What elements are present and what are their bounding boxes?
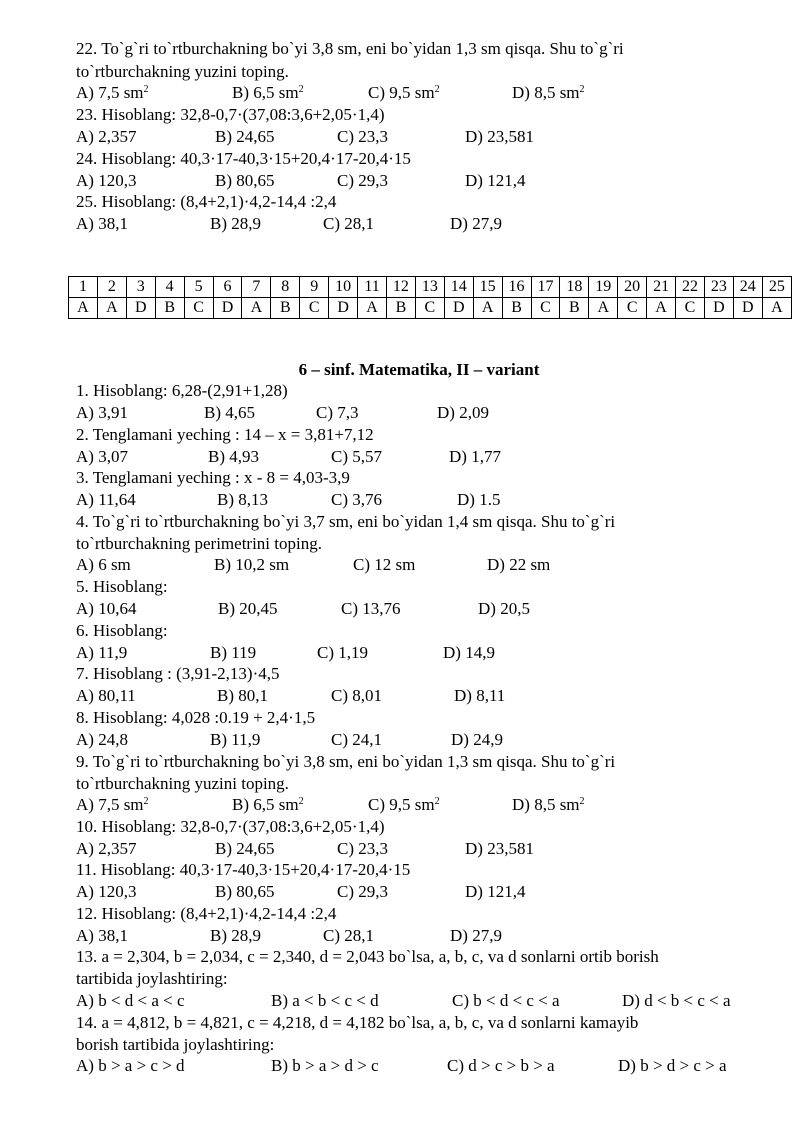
question-13-option-d: D) d < b < c < a (622, 991, 731, 1010)
question-10-option-d: D) 23,581 (465, 839, 534, 858)
answer-key-letter-cell: A (647, 298, 676, 319)
question-23-option-b: B) 24,65 (215, 127, 275, 146)
answer-key-number-cell: 25 (762, 277, 791, 298)
answer-key-number-cell: 16 (502, 277, 531, 298)
question-24-option-b: B) 80,65 (215, 171, 275, 190)
question-13-text: 13. a = 2,304, b = 2,034, c = 2,340, d = 2,043 bo`lsa, a, b, c, va d sonlarni ortib borish (76, 947, 659, 966)
answer-key-letter-cell: B (502, 298, 531, 319)
question-25-option-b: B) 28,9 (210, 214, 261, 233)
answer-key-number-cell: 17 (531, 277, 560, 298)
question-22-option-a: A) 7,5 $sm^2$ (76, 83, 149, 102)
answer-key-letter-cell: C (415, 298, 444, 319)
answer-key-number-cell: 22 (676, 277, 705, 298)
question-5-option-a: A) 10,64 (76, 599, 137, 618)
question-6-option-d: D) 14,9 (443, 643, 495, 662)
question-7-option-b: B) 80,1 (217, 686, 268, 705)
answer-key-number-cell: 11 (358, 277, 387, 298)
question-4-option-c: C) 12 sm (353, 555, 416, 574)
answer-key-letter-cell: C (618, 298, 647, 319)
answer-key-table (68, 276, 792, 319)
answer-key-letter-cell: B (386, 298, 415, 319)
answer-key-number-cell: 20 (618, 277, 647, 298)
question-13-option-a: A) b < d < a < c (76, 991, 185, 1010)
question-9-text-cont: to`rtburchakning yuzini toping. (76, 774, 289, 793)
answer-key-number-cell: 19 (589, 277, 618, 298)
answer-key-number-cell: 14 (444, 277, 473, 298)
question-3-option-d: D) 1.5 (457, 490, 501, 509)
question-23-option-c: C) 23,3 (337, 127, 388, 146)
variant-title: 6 – sinf. Matematika, II – variant (298, 360, 540, 379)
answer-key-number-cell: 9 (300, 277, 329, 298)
answer-key-letter-cell: C (300, 298, 329, 319)
answer-key-number-cell: 6 (213, 277, 242, 298)
question-4-option-a: A) 6 sm (76, 555, 131, 574)
answer-key-letters-row (69, 298, 792, 319)
question-6-option-a: A) 11,9 (76, 643, 128, 662)
answer-key-number-cell: 4 (155, 277, 184, 298)
question-5-option-c: C) 13,76 (341, 599, 401, 618)
question-14-option-c: C) d > c > b > a (447, 1056, 555, 1075)
question-3-option-b: B) 8,13 (217, 490, 268, 509)
question-1-option-c: C) 7,3 (316, 403, 359, 422)
answer-key-number-cell: 13 (415, 277, 444, 298)
answer-key-letter-cell: B (560, 298, 589, 319)
question-9-option-a: A) 7,5 $sm^2$ (76, 795, 149, 814)
question-2-option-c: C) 5,57 (331, 447, 382, 466)
question-24-option-c: C) 29,3 (337, 171, 388, 190)
question-5-option-d: D) 20,5 (478, 599, 530, 618)
answer-key-number-cell: 7 (242, 277, 271, 298)
question-14-text: 14. a = 4,812, b = 4,821, c = 4,218, d = 4,182 bo`lsa, a, b, c, va d sonlarni kamayib (76, 1013, 639, 1032)
question-8-option-c: C) 24,1 (331, 730, 382, 749)
question-9-text: 9. To`g`ri to`rtburchakning bo`yi 3,8 sm, eni bo`yidan 1,3 sm qisqa. Shu to`g`ri (76, 752, 616, 771)
answer-key-number-cell: 3 (126, 277, 155, 298)
answer-key-number-cell: 18 (560, 277, 589, 298)
question-6-text: 6. Hisoblang: (76, 621, 168, 640)
question-3-option-a: A) 11,64 (76, 490, 136, 509)
question-3-text: 3. Tenglamani yeching : x - 8 = 4,03-3,9 (76, 468, 350, 487)
question-25-option-c: C) 28,1 (323, 214, 374, 233)
question-1-option-b: B) 4,65 (204, 403, 255, 422)
question-7-option-c: C) 8,01 (331, 686, 382, 705)
question-1-option-a: A) 3,91 (76, 403, 128, 422)
question-13-option-b: B) a < b < c < d (271, 991, 379, 1010)
answer-key-letter-cell: C (531, 298, 560, 319)
question-12-option-c: C) 28,1 (323, 926, 374, 945)
question-24-text: 24. Hisoblang: 40,3·17-40,3·15+20,4·17-20,4·15 (76, 149, 411, 168)
question-4-text: 4. To`g`ri to`rtburchakning bo`yi 3,7 sm, eni bo`yidan 1,4 sm qisqa. Shu to`g`ri (76, 512, 616, 531)
question-23-text: 23. Hisoblang: 32,8-0,7·(37,08:3,6+2,05·1,4) (76, 105, 385, 124)
question-14-option-d: D) b > d > c > a (618, 1056, 727, 1075)
answer-key-letter-cell: A (97, 298, 126, 319)
question-10-option-c: C) 23,3 (337, 839, 388, 858)
answer-key-number-cell: 1 (69, 277, 98, 298)
question-14-option-a: A) b > a > c > d (76, 1056, 185, 1075)
question-9-option-b: B) 6,5 $sm^2$ (232, 795, 304, 814)
question-2-option-b: B) 4,93 (208, 447, 259, 466)
answer-key-letter-cell: A (69, 298, 98, 319)
question-13-option-c: C) b < d < c < a (452, 991, 560, 1010)
answer-key-letter-cell: C (676, 298, 705, 319)
question-8-option-a: A) 24,8 (76, 730, 128, 749)
answer-key-number-cell: 8 (271, 277, 300, 298)
question-11-text: 11. Hisoblang: 40,3·17-40,3·15+20,4·17-20,4·15 (76, 860, 411, 879)
question-12-option-b: B) 28,9 (210, 926, 261, 945)
question-25-option-a: A) 38,1 (76, 214, 128, 233)
answer-key-number-cell: 2 (97, 277, 126, 298)
question-25-option-d: D) 27,9 (450, 214, 502, 233)
question-22-option-d: D) 8,5 $sm^2$ (512, 83, 585, 102)
question-11-option-b: B) 80,65 (215, 882, 275, 901)
question-12-text: 12. Hisoblang: (8,4+2,1)·4,2-14,4 :2,4 (76, 904, 337, 923)
question-7-option-a: A) 80,11 (76, 686, 136, 705)
answer-key-letter-cell: A (762, 298, 791, 319)
question-11-option-d: D) 121,4 (465, 882, 526, 901)
question-2-text: 2. Tenglamani yeching : 14 – x = 3,81+7,12 (76, 425, 374, 444)
answer-key-letter-cell: A (242, 298, 271, 319)
question-12-option-d: D) 27,9 (450, 926, 502, 945)
question-24-option-d: D) 121,4 (465, 171, 526, 190)
answer-key-letter-cell: D (704, 298, 733, 319)
question-23-option-a: A) 2,357 (76, 127, 137, 146)
answer-key-numbers-row (69, 277, 792, 298)
question-22-text-cont: to`rtburchakning yuzini toping. (76, 62, 289, 81)
answer-key-number-cell: 15 (473, 277, 502, 298)
question-7-option-d: D) 8,11 (454, 686, 506, 705)
question-3-option-c: C) 3,76 (331, 490, 382, 509)
question-11-option-c: C) 29,3 (337, 882, 388, 901)
question-8-text: 8. Hisoblang: 4,028 :0.19 + 2,4·1,5 (76, 708, 316, 727)
question-7-text: 7. Hisoblang : (3,91-2,13)·4,5 (76, 664, 280, 683)
question-11-option-a: A) 120,3 (76, 882, 137, 901)
question-14-option-b: B) b > a > d > c (271, 1056, 379, 1075)
answer-key-letter-cell: D (126, 298, 155, 319)
question-9-option-d: D) 8,5 $sm^2$ (512, 795, 585, 814)
answer-key-number-cell: 12 (386, 277, 415, 298)
answer-key-letter-cell: A (358, 298, 387, 319)
answer-key-letter-cell: D (733, 298, 762, 319)
answer-key-number-cell: 10 (329, 277, 358, 298)
answer-key-number-cell: 21 (647, 277, 676, 298)
answer-key-letter-cell: D (444, 298, 473, 319)
question-2-option-a: A) 3,07 (76, 447, 128, 466)
answer-key-letter-cell: C (184, 298, 213, 319)
question-12-option-a: A) 38,1 (76, 926, 128, 945)
question-10-option-b: B) 24,65 (215, 839, 275, 858)
question-22-option-b: B) 6,5 $sm^2$ (232, 83, 304, 102)
answer-key-letter-cell: A (589, 298, 618, 319)
answer-key-letter-cell: D (213, 298, 242, 319)
question-22-text: 22. To`g`ri to`rtburchakning bo`yi 3,8 sm, eni bo`yidan 1,3 sm qisqa. Shu to`g`ri (76, 39, 624, 58)
question-5-text: 5. Hisoblang: (76, 577, 168, 596)
question-6-option-c: C) 1,19 (317, 643, 368, 662)
answer-key-letter-cell: A (473, 298, 502, 319)
question-9-option-c: C) 9,5 $sm^2$ (368, 795, 440, 814)
answer-key-number-cell: 23 (704, 277, 733, 298)
question-1-option-d: D) 2,09 (437, 403, 489, 422)
question-10-text: 10. Hisoblang: 32,8-0,7·(37,08:3,6+2,05·1,4) (76, 817, 385, 836)
question-8-option-d: D) 24,9 (451, 730, 503, 749)
answer-key-letter-cell: B (271, 298, 300, 319)
question-10-option-a: A) 2,357 (76, 839, 137, 858)
question-24-option-a: A) 120,3 (76, 171, 137, 190)
question-4-option-d: D) 22 sm (487, 555, 551, 574)
question-5-option-b: B) 20,45 (218, 599, 278, 618)
question-4-option-b: B) 10,2 sm (214, 555, 290, 574)
question-13-text-cont: tartibida joylashtiring: (76, 969, 228, 988)
question-8-option-b: B) 11,9 (210, 730, 261, 749)
question-23-option-d: D) 23,581 (465, 127, 534, 146)
answer-key-letter-cell: D (329, 298, 358, 319)
question-25-text: 25. Hisoblang: (8,4+2,1)·4,2-14,4 :2,4 (76, 192, 337, 211)
answer-key-number-cell: 5 (184, 277, 213, 298)
question-22-option-c: C) 9,5 $sm^2$ (368, 83, 440, 102)
question-6-option-b: B) 119 (210, 643, 257, 662)
question-1-text: 1. Hisoblang: 6,28-(2,91+1,28) (76, 381, 288, 400)
answer-key-number-cell: 24 (733, 277, 762, 298)
question-4-text-cont: to`rtburchakning perimetrini toping. (76, 534, 322, 553)
answer-key-letter-cell: B (155, 298, 184, 319)
question-2-option-d: D) 1,77 (449, 447, 501, 466)
question-14-text-cont: borish tartibida joylashtiring: (76, 1035, 275, 1054)
